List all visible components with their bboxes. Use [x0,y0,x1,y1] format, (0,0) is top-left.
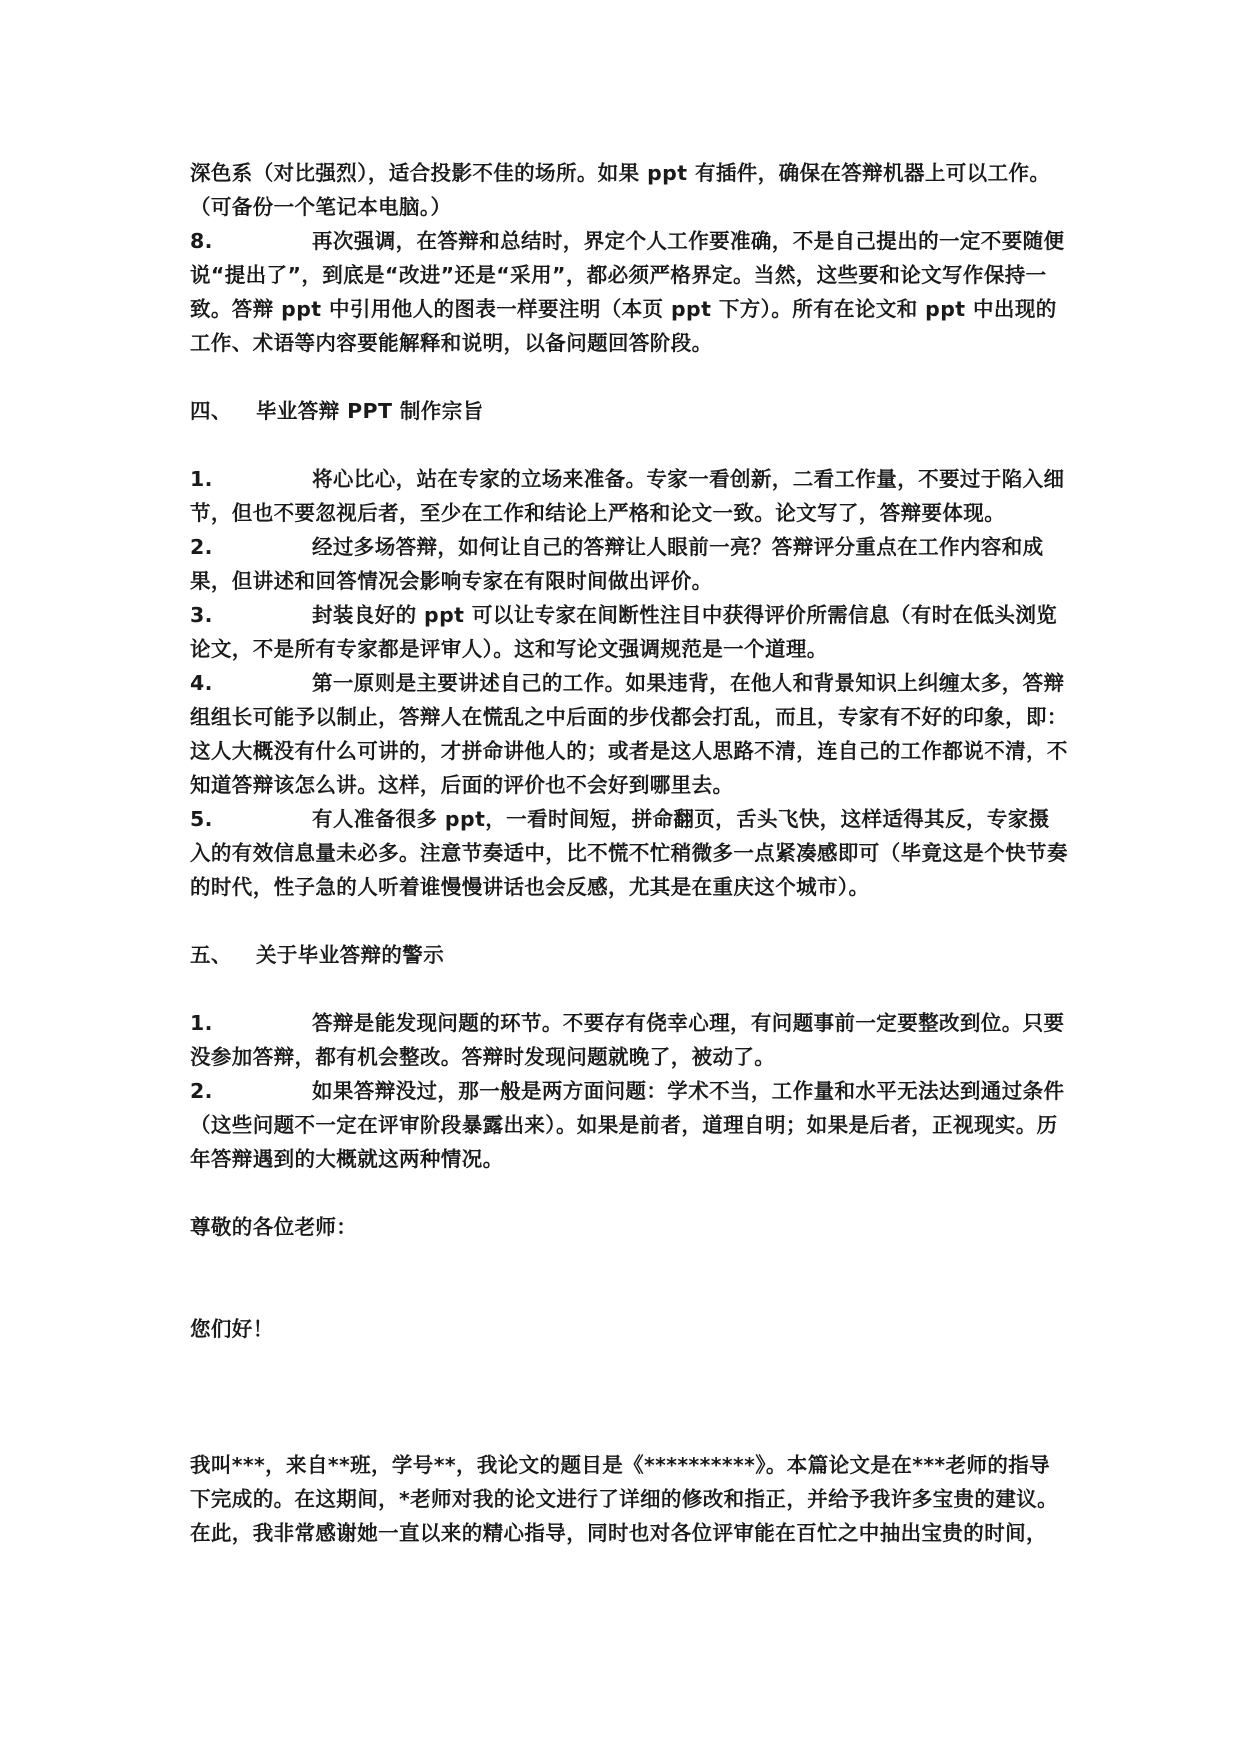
spacer [190,1244,1070,1312]
list-item [190,1074,1070,1176]
list-item-number: 4. [190,671,213,695]
list-item-text: 第一原则是主要讲述自己的工作。如果违背，在他人和背景知识上纠缠太多，答辩组组长可能予以制止，答辩人在慌乱之中后面的步伐都会打乱，而且，专家有不好的印象，即：这人大概没有什么可讲的，才拼命讲他人的；或者是这人思路不清，连自己的工作都说不清，不知道答辩该怎么讲。这样，后面的评价也不会好到哪里去。 [190,671,1068,797]
list-item [190,1006,1070,1074]
spacer [190,1346,1070,1448]
list-item [190,598,1070,666]
list-item-text: 答辩是能发现问题的环节。不要存有侥幸心理，有问题事前一定要整改到位。只要没参加答辩，都有机会整改。答辩时发现问题就晚了，被动了。 [190,1011,1065,1069]
list-item-text: 将心比心，站在专家的立场来准备。专家一看创新，二看工作量，不要过于陷入细节，但也不要忽视后者，至少在工作和结论上严格和论文一致。论文写了，答辩要体现。 [190,467,1065,525]
list-item [190,462,1070,530]
spacer [190,1176,1070,1210]
speech-paragraph: 我叫***，来自**班，学号**，我论文的题目是《**********》。本篇论文是在***老师的指导下完成的。在这期间，*老师对我的论文进行了详细的修改和指正，并给予我许多宝贵的建议。在此，我非常感谢她一直以来的精心指导，同时也对各位评审能在百忙之中抽出宝贵的时间， [190,1453,1059,1545]
list-item-number: 1. [190,1011,213,1035]
list-item-text: 有人准备很多 ppt，一看时间短，拼命翻页，舌头飞快，这样适得其反，专家摄入的有效信息量未必多。注意节奏适中，比不慌不忙稍微多一点紧凑感即可（毕竟这是个快节奏的时代，性子急的人听着谁慢慢讲话也会反感，尤其是在重庆这个城市）。 [190,807,1068,899]
list-item [190,530,1070,598]
list-item [190,666,1070,802]
section-title: 毕业答辩 PPT 制作宗旨 [256,399,484,423]
list-item-8 [190,224,1070,360]
list-item-number: 1. [190,467,213,491]
intro-paragraph: 深色系（对比强烈），适合投影不佳的场所。如果 ppt 有插件，确保在答辩机器上可以工作。（可备份一个笔记本电脑。） [190,161,1051,219]
list-item-text: 经过多场答辩，如何让自己的答辩让人眼前一亮？答辩评分重点在工作内容和成果，但讲述和回答情况会影响专家在有限时间做出评价。 [190,535,1044,593]
spacer [190,972,1070,1006]
spacer [190,428,1070,462]
section-heading-5 [190,938,1070,972]
salutation: 尊敬的各位老师： [190,1215,358,1239]
spacer [190,904,1070,938]
list-item-number: 3. [190,603,213,627]
list-item-text: 如果答辩没过，那一般是两方面问题：学术不当，工作量和水平无法达到通过条件（这些问题不一定在评审阶段暴露出来）。如果是前者，道理自明；如果是后者，正视现实。历年答辩遇到的大概就这两种情况。 [190,1079,1065,1171]
list-item-text: 封装良好的 ppt 可以让专家在间断性注目中获得评价所需信息（有时在低头浏览论文，不是所有专家都是评审人）。这和写论文强调规范是一个道理。 [190,603,1058,661]
list-item-text: 再次强调，在答辩和总结时，界定个人工作要准确，不是自己提出的一定不要随便说“提出了”，到底是“改进”还是“采用”，都必须严格界定。当然，这些要和论文写作保持一致。答辩 ppt 中引用他人的图表一样要注明（本页 ppt 下方）。所有在论文和 ppt 中出现的工作、术语等内容要能解释和说明，以备问题回答阶段。 [190,229,1065,355]
document-body [190,156,1070,1550]
section-title: 关于毕业答辩的警示 [256,943,445,967]
greeting: 您们好！ [190,1317,274,1341]
list-item [190,802,1070,904]
spacer [190,360,1070,394]
list-item-number: 8. [190,229,213,253]
section-number: 五、 [190,943,232,967]
list-item-number: 5. [190,807,213,831]
list-item-number: 2. [190,1079,213,1103]
section-heading-4 [190,394,1070,428]
section-number: 四、 [190,399,232,423]
list-item-number: 2. [190,535,213,559]
